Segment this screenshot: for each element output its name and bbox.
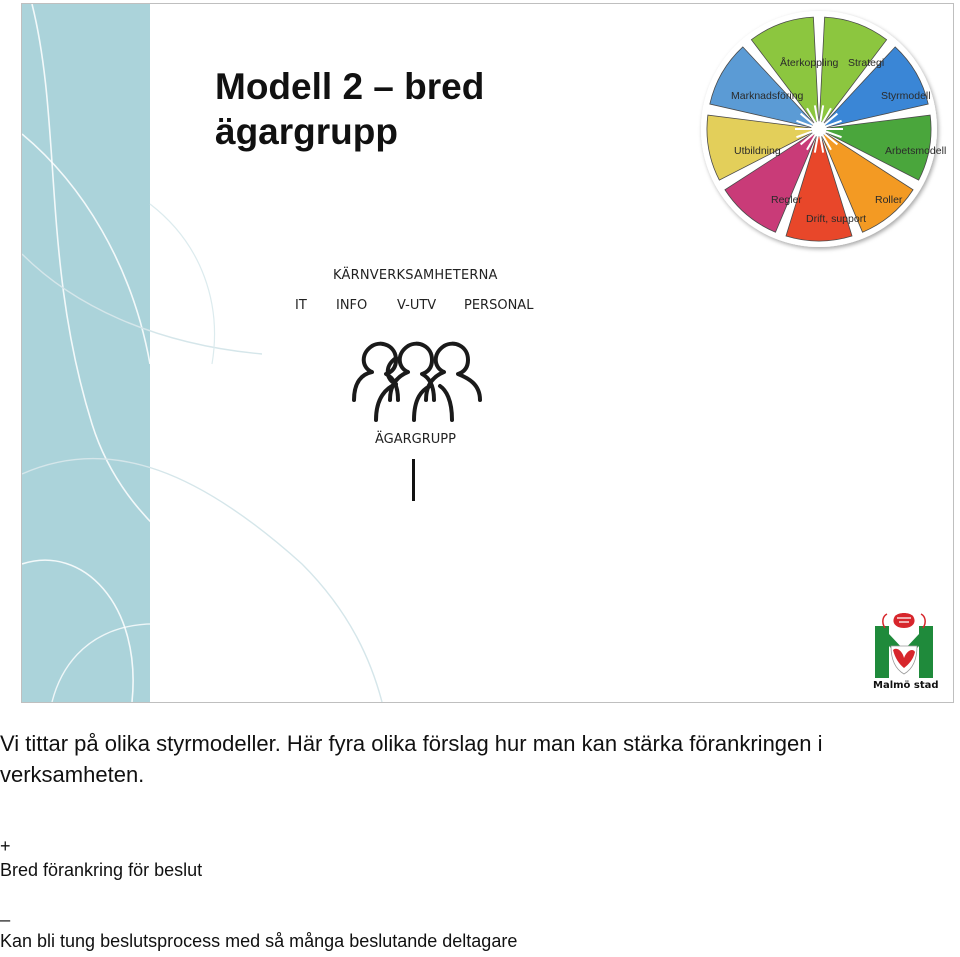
wheel-label-utbildning: Utbildning (734, 145, 781, 157)
speaker-notes (0, 728, 960, 951)
wheel-label-strategi: Strategi (848, 57, 885, 69)
core-item-info: INFO (336, 298, 368, 313)
core-item-it: IT (295, 298, 307, 313)
malmo-stad-logo (873, 612, 939, 694)
malmo-stad-coat-of-arms-icon (873, 612, 935, 678)
wheel-label-regler: Regler (771, 194, 802, 206)
core-item-personal: PERSONAL (464, 298, 534, 313)
wheel-label-styrmodell: Styrmodell (881, 90, 931, 102)
core-item-v-utv: V-UTV (397, 298, 437, 313)
governance-wheel (687, 4, 953, 254)
wheel-label-drift-support: Drift, support (806, 213, 867, 225)
notes-advantage-text: Bred förankring för beslut (0, 860, 203, 880)
slide-title-line1: Modell 2 – bred (215, 66, 485, 107)
notes-disadvantage-text: Kan bli tung beslutsprocess med så många beslutande deltagare (0, 931, 518, 951)
people-group-icon (348, 338, 486, 428)
logo-caption: Malmö stad (873, 680, 939, 691)
notes-minus-symbol: _ (0, 902, 11, 922)
wheel-label-aterkoppling: Återkoppling (780, 57, 839, 69)
wheel-label-arbetsmodell: Arbetsmodell (885, 145, 947, 157)
owner-group-label: ÄGARGRUPP (375, 432, 456, 447)
wheel-label-marknadsforing: Marknadsföring (731, 90, 804, 102)
slide-title (215, 64, 484, 154)
core-businesses-heading: KÄRNVERKSAMHETERNA (333, 268, 498, 283)
slide-title-line2: ägargrupp (215, 111, 398, 152)
owner-group-connector (412, 459, 415, 501)
slide (21, 3, 954, 703)
notes-main-text: Vi tittar på olika styrmodeller. Här fyra olika förslag hur man kan stärka förankringen i verksamheten. (0, 731, 823, 787)
wheel-label-roller: Roller (875, 194, 903, 206)
notes-plus-symbol: + (0, 836, 11, 856)
